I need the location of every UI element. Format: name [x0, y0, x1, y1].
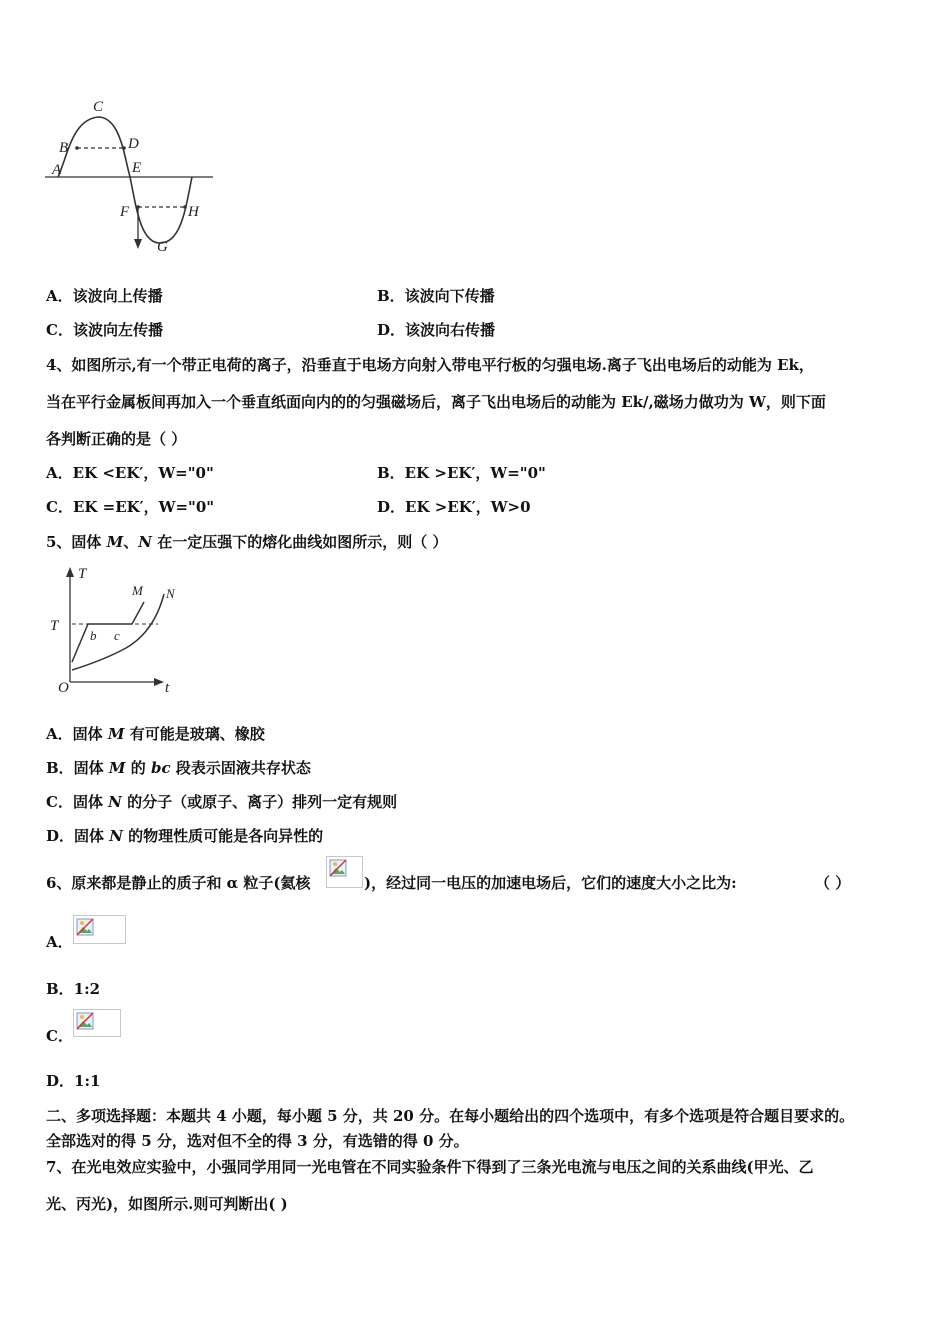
- q5-c-pre: C．固体: [46, 793, 109, 811]
- q5-d-var: N: [109, 827, 123, 845]
- q6-option-d[interactable]: D．1:1: [46, 1072, 101, 1090]
- label-b: B: [59, 140, 69, 156]
- q5-option-d[interactable]: [46, 826, 323, 846]
- q4-option-b[interactable]: B．EK >EK′，W="0": [377, 464, 546, 482]
- curve-m: [72, 602, 144, 662]
- label-t: t: [165, 680, 170, 696]
- q6-stem-post: )，经过同一电压的加速电场后，它们的速度大小之比为:: [364, 874, 737, 892]
- q5-d-pre: D．固体: [46, 827, 110, 845]
- q5-d-post: 的物理性质可能是各向异性的: [122, 827, 324, 845]
- q6-option-c[interactable]: C．: [46, 1027, 73, 1045]
- point-b: [75, 146, 79, 150]
- q5-b-post: 段表示固液共存状态: [170, 759, 311, 777]
- q4-stem-line1: 4、如图所示,有一个带正电荷的离子，沿垂直于电场方向射入带电平行板的匀强电场.离子飞出电场后的动能为 Ek，: [46, 356, 814, 374]
- q5-option-c[interactable]: [46, 792, 397, 812]
- label-b: b: [90, 628, 97, 643]
- q3-option-a[interactable]: A．该波向上传播: [46, 287, 163, 305]
- section2-instructions-line2: 全部选对的得 5 分，选对但不全的得 3 分，有选错的得 0 分。: [46, 1132, 469, 1150]
- point-h: [183, 205, 187, 209]
- label-m: M: [132, 583, 143, 598]
- q5-var-m: M: [106, 533, 124, 551]
- melting-curve-figure: [44, 562, 194, 697]
- t-axis-x-arrow: [154, 678, 164, 686]
- q4-stem-line2: 当在平行金属板间再加入一个垂直纸面向内的的匀强磁场后，离子飞出电场后的动能为 Ek/,磁场力做功为 W，则下面: [46, 393, 826, 411]
- q5-c-var: N: [108, 793, 122, 811]
- q6-option-b[interactable]: B．1:2: [46, 980, 101, 998]
- label-c: C: [93, 99, 104, 115]
- q5-suffix: 在一定压强下的熔化曲线如图所示，则（ ）: [152, 533, 448, 551]
- broken-image-icon: [76, 1012, 94, 1030]
- q5-prefix: 5、固体: [46, 533, 107, 551]
- q6-answer-paren: （ ）: [815, 874, 851, 892]
- q4-stem-line3: 各判断正确的是（ ）: [46, 430, 187, 448]
- q6-inline-image: [326, 856, 363, 888]
- t-axis-y-arrow: [66, 567, 74, 577]
- q5-b-pre: B．固体: [46, 759, 109, 777]
- label-c: c: [114, 628, 120, 643]
- wave-figure: [40, 95, 220, 260]
- q5-a-var: M: [107, 725, 125, 743]
- label-d: D: [128, 136, 139, 152]
- q5-a-post: 有可能是玻璃、橡胶: [124, 725, 265, 743]
- q6-stem-pre: 6、原来都是静止的质子和 α 粒子(氦核: [46, 874, 311, 892]
- q3-option-b[interactable]: B．该波向下传播: [377, 287, 495, 305]
- point-d: [122, 146, 126, 150]
- wave-arrow-head: [134, 239, 142, 249]
- q4-option-a[interactable]: A．EK <EK′，W="0": [46, 464, 214, 482]
- q7-stem-line2: 光、丙光)，如图所示.则可判断出( ): [46, 1195, 288, 1213]
- label-n: N: [166, 586, 175, 601]
- broken-image-icon: [329, 859, 347, 877]
- q4-option-c[interactable]: C．EK =EK′，W="0": [46, 498, 215, 516]
- q5-var-n: N: [138, 533, 153, 551]
- wave-curve: [58, 117, 192, 243]
- q3-option-c[interactable]: C．该波向左传播: [46, 321, 163, 339]
- label-h: H: [188, 204, 199, 220]
- q4-option-d[interactable]: D．EK >EK′，W>0: [377, 498, 531, 516]
- q6-option-c-image: [73, 1009, 121, 1037]
- q5-b-var: M: [108, 759, 126, 777]
- label-g: G: [157, 239, 168, 255]
- q6-option-a[interactable]: A．: [46, 933, 73, 951]
- label-t-axis: T: [78, 566, 87, 582]
- label-t-level: T: [50, 618, 59, 634]
- q6-option-a-image: [73, 915, 126, 944]
- q5-option-b[interactable]: [46, 758, 311, 778]
- label-e: E: [132, 160, 142, 176]
- label-o: O: [58, 680, 69, 696]
- q5-sep: 、: [123, 533, 139, 551]
- point-f: [136, 205, 140, 209]
- section2-instructions-line1: 二、多项选择题：本题共 4 小题，每小题 5 分，共 20 分。在每小题给出的四个选项中，有多个选项是符合题目要求的。: [46, 1107, 855, 1125]
- q5-option-a[interactable]: [46, 724, 265, 744]
- q5-stem: [46, 532, 447, 552]
- q5-b-var2: bc: [150, 759, 171, 777]
- q5-c-post: 的分子（或原子、离子）排列一定有规则: [121, 793, 398, 811]
- label-f: F: [120, 204, 130, 220]
- q7-stem-line1: 7、在光电效应实验中，小强同学用同一光电管在不同实验条件下得到了三条光电流与电压之间的关系曲线(甲光、乙: [46, 1158, 814, 1176]
- broken-image-icon: [76, 918, 94, 936]
- q5-b-mid: 的: [125, 759, 151, 777]
- q3-option-d[interactable]: D．该波向右传播: [377, 321, 496, 339]
- label-a: A: [52, 162, 62, 178]
- q5-a-pre: A．固体: [46, 725, 108, 743]
